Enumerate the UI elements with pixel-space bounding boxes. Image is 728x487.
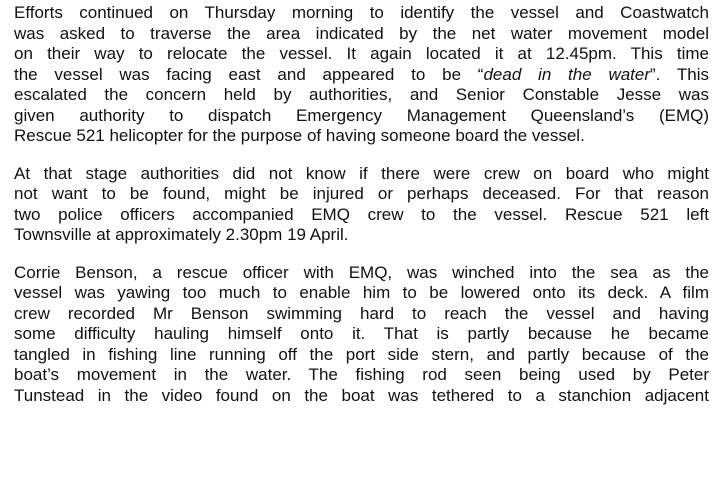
text-line: Efforts continued on Thursday morning to identify the vessel and Coastwatch	[14, 3, 709, 22]
text-line: on their way to relocate the vessel. It again located it at 12.45pm. This time	[14, 44, 709, 63]
text-line	[14, 65, 709, 86]
text-line: tangled in fishing line running off the port side stern, and partly because of the	[14, 344, 709, 364]
paragraph-benson	[14, 263, 714, 407]
text-line: two police officers accompanied EMQ crew to the vessel. Rescue 521 left	[14, 204, 709, 224]
text-segment: the vessel was facing east and appeared to be “	[14, 64, 484, 84]
text-line: Corrie Benson, a rescue officer with EMQ, was winched into the sea as the	[14, 262, 709, 282]
text-line: some difficulty hauling himself onto it. That is partly because he became	[14, 324, 709, 343]
paragraph-authorities	[14, 164, 714, 246]
text-line: Rescue 521 helicopter for the purpose of having someone board the vessel.	[14, 126, 585, 145]
text-line: crew recorded Mr Benson swimming hard to reach the vessel and having	[14, 303, 709, 323]
italic-quote: dead in the water	[483, 64, 651, 84]
text-line: Tunstead in the video found on the boat was tethered to a stanchion adjacent	[14, 385, 709, 405]
text-line: not want to be found, might be injured or perhaps deceased. For that reason	[14, 184, 709, 203]
paragraph-gap	[14, 147, 714, 164]
text-segment: ”. This	[650, 64, 709, 84]
text-line: Townsville at approximately 2.30pm 19 April.	[14, 225, 349, 244]
text-line: given authority to dispatch Emergency Management Queensland’s (EMQ)	[14, 105, 709, 125]
text-line: was asked to traverse the area indicated by the net water movement model	[14, 23, 709, 43]
text-line: escalated the concern held by authorities, and Senior Constable Jesse was	[14, 85, 709, 104]
text-line: vessel was yawing too much to enable him to be lowered onto its deck. A film	[14, 283, 709, 302]
text-line: boat’s movement in the water. The fishing rod seen being used by Peter	[14, 365, 709, 384]
text-line: At that stage authorities did not know if there were crew on board who might	[14, 163, 709, 183]
document-page	[14, 0, 714, 406]
paragraph-gap	[14, 246, 714, 263]
paragraph-coastwatch	[14, 3, 714, 147]
